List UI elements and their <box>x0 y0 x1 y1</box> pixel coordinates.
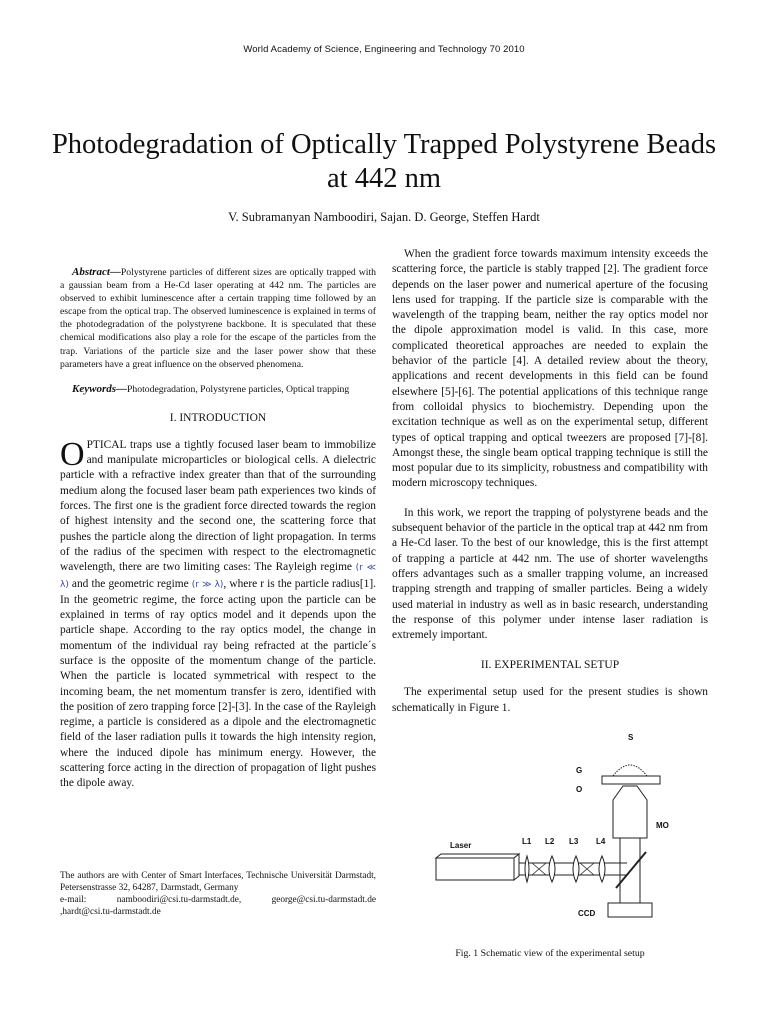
intro-paragraph <box>60 435 376 792</box>
lens-l3 <box>573 856 579 882</box>
footnote-email-row <box>60 894 376 906</box>
email-namboodiri: namboodiri@csi.tu-darmstadt.de, <box>116 895 242 905</box>
keywords-dash: — <box>116 382 127 395</box>
keywords <box>60 383 376 396</box>
footnote-affiliation: The authors are with Center of Smart Interfaces, Technische Universität Darmstadt, Petersenstrasse 32, 64287, Darmstadt, Germany <box>60 871 376 893</box>
intro-text-b: and the geometric regime <box>68 577 192 590</box>
email-hardt: ,hardt@csi.tu-darmstadt.de <box>60 907 161 917</box>
ccd-camera <box>608 903 652 917</box>
lens-l1 <box>525 856 529 882</box>
paper-title: Photodegradation of Optically Trapped Polystyrene Beads at 442 nm <box>51 129 717 194</box>
this-work-paragraph: In this work, we report the trapping of polystyrene beads and the subsequent behavior of the particle in the optical trap at 442 nm from a He-Cd laser. To the best of our knowledge, this is the first attempt of trapping a particle at 442 nm. The use of shorter wavelengths offers advantages such as a smaller trapping volume, an increased trapping strength and trapping of smaller particles. Being a widely used material in industry as well as in basic research, understanding the response of this polymer under intense laser radiation is extremely important. <box>392 506 708 642</box>
label-l3: L3 <box>569 837 579 846</box>
geometric-condition: (r ≫ λ) <box>191 579 224 590</box>
label-l1: L1 <box>522 837 532 846</box>
setup-paragraph: The experimental setup used for the present studies is shown schematically in Figure 1. <box>392 686 708 714</box>
email-george: george@csi.tu-darmstadt.de <box>271 895 376 905</box>
label-mo: MO <box>656 821 669 830</box>
section-heading-experimental-setup: II. EXPERIMENTAL SETUP <box>480 659 620 672</box>
author-list: V. Subramanyan Namboodiri, Sajan. D. George, Steffen Hardt <box>228 210 540 224</box>
label-l4: L4 <box>596 837 606 846</box>
microscope-objective <box>613 786 647 838</box>
right-column <box>392 247 708 716</box>
figure-caption: Fig. 1 Schematic view of the experimental setup <box>455 948 645 959</box>
abstract-label: Abstract <box>72 266 110 278</box>
glass-slide <box>602 776 660 784</box>
journal-header: World Academy of Science, Engineering and Technology 70 2010 <box>243 44 525 55</box>
abstract-text: Polystyrene particles of different sizes are optically trapped with a gaussian beam from a He-Cd laser operating at 442 nm. The particles are observed to exhibit luminescence after a certain trapping time followed by an escape from the optical trap. The observed luminescence is explained in terms of the photodegradation of the polystyrene backbone. It is speculated that these chemical modifications also play a role for the escape of the particles from the trap. Variations of the particle size and the laser power show that these parameters have a great influence on the observed phenomena. <box>60 267 376 370</box>
section-heading-introduction: I. INTRODUCTION <box>169 411 267 424</box>
label-s: S <box>628 733 634 742</box>
drop-cap: O <box>60 435 85 473</box>
gradient-force-paragraph: When the gradient force towards maximum intensity exceeds the scattering force, the particle is stably trapped [2]. The gradient force depends on the laser power and numerical aperture of the focusing lens used for trapping. If the particle size is comparable with the wavelength of the trapping beam, neither the ray optics model nor the dipole approximation model is valid. In this case, more complicated theoretical approaches are needed to explain the behavior of the particle [4]. A detailed review about the theory, applications and recent developments in this field can be found elsewhere [5]-[6]. The potential applications of this technique range from colloidal physics to biochemistry. Depending upon the excitation technique as well as on the experimental setup, different types of optical trapping and optical tweezers are proposed [7]-[8]. Amongst these, the single beam optical trapping technique is still the most popular due to its simplicity, robustness and compatibility with modern microscopy techniques. <box>392 248 708 490</box>
label-g: G <box>576 766 583 775</box>
laser-body <box>436 854 519 880</box>
label-ccd: CCD <box>578 909 596 918</box>
keywords-label: Keywords <box>72 382 116 395</box>
left-column <box>60 266 376 792</box>
beam-focus-lines <box>532 863 594 875</box>
sample-dome <box>613 765 647 776</box>
rayleigh-condition: (r ≪ λ) <box>60 563 376 590</box>
setup-schematic <box>420 728 710 928</box>
author-footnote <box>60 866 376 918</box>
keywords-text: Photodegradation, Polystyrene particles, Optical trapping <box>127 383 350 395</box>
intro-text-c: , where r is the particle radius[1]. In the geometric regime, the force acting upon the particle can be explained in terms of ray optics model and it depends upon the particle shape. According to the ray optics model, the change in momentum of the individual ray being refracted at the particle´s surface is the opposite of the momentum change of the particle. When the particle is located symmetrical with respect to the incoming beam, the net momentum transfer is zero, identified with the position of zero trapping force [2]-[3]. In the case of the Rayleigh regime, a particle is considered as a dipole and the electromagnetic field of the laser radiation pulls it towards the high intensity region, where the induced dipole has minimum energy. However, the scattering force acting in the direction of propagation of light pushes the dipole away. <box>60 577 376 790</box>
email-label: e-mail: <box>60 895 87 905</box>
label-l2: L2 <box>545 837 555 846</box>
label-o: O <box>576 785 583 794</box>
lens-l4 <box>599 856 605 882</box>
intro-text-a: PTICAL traps use a tightly focused laser beam to immobilize and manipulate microparticles or biological cells. A dielectric particle with a refractive index greater than that of the surrounding medium along the focused laser beam path experiences two kinds of forces. The first one is the gradient force directed towards the region of highest intensity and the second one, the scattering force that pushes the particle along the direction of light propagation. In terms of the radius of the specimen with respect to the electromagnetic wavelength, there are two limiting cases: The Rayleigh regime <box>60 438 376 574</box>
abstract-dash: — <box>109 266 121 278</box>
label-laser: Laser <box>450 841 472 850</box>
abstract <box>60 266 376 371</box>
lens-l2 <box>549 856 555 882</box>
